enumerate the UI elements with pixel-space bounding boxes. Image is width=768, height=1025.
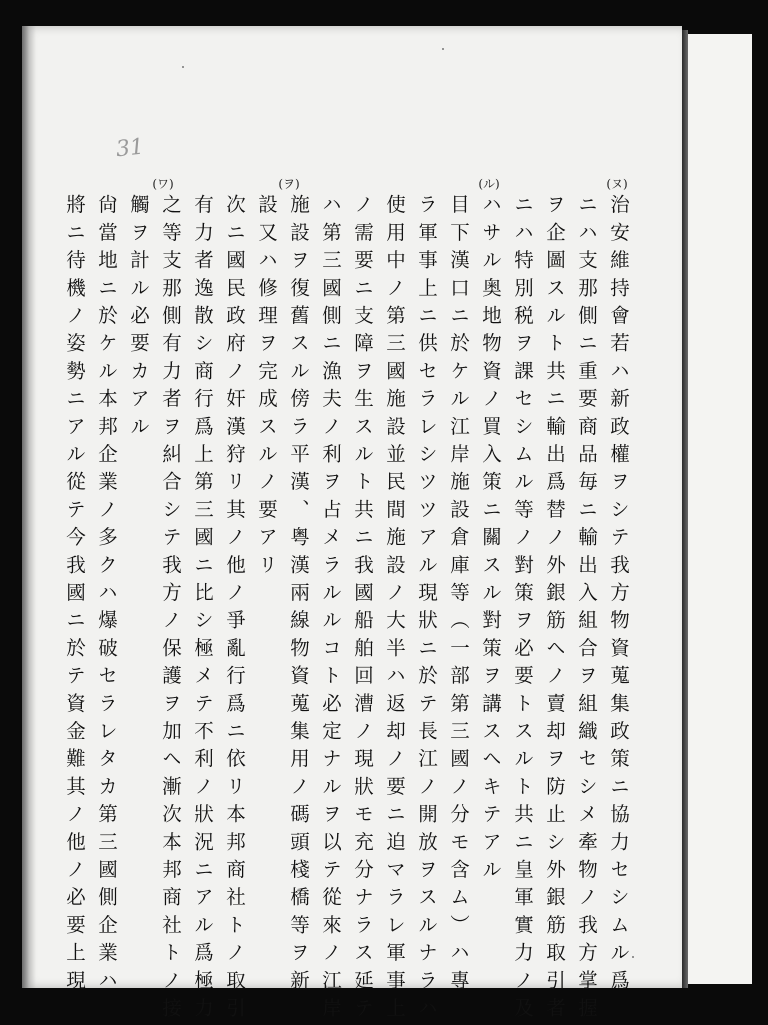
section-marker-ru: (ル) — [478, 177, 500, 191]
text-column: ハ第三國側ニ漁夫ノ利ヲ占メラルルコト必定ナルヲ以テ從來ノ江岸 — [319, 194, 342, 1025]
book-page — [22, 26, 682, 1025]
section-marker-wa: (ワ) — [152, 177, 174, 191]
text-column: ヲ企圖スルト共ニ輸出爲替ノ外銀筋ヘノ賣却ヲ防止シ外銀筋取引者 — [543, 194, 566, 1025]
text-column: 次ニ國民政府ノ奸漢狩リ其ノ他ノ爭亂行爲ニ依リ本邦商社トノ取引 — [223, 194, 246, 1025]
paper-speck — [632, 956, 634, 958]
text-column: ハサル奥地物資ノ買入策ニ關スル對策ヲ講スヘキテアル — [479, 194, 502, 887]
text-column: 設又ハ修理ヲ完成スルノ要アリ — [255, 194, 278, 582]
text-column: 尙當地ニ於ケル本邦企業ノ多クハ爆破セラレタカ第三國側企業ハ — [95, 194, 118, 998]
text-column: 將ニ待機ノ姿勢ニアル從テ今我國ニ於テ資金難其ノ他ノ必要上現 — [63, 194, 86, 998]
page-number: 31 — [114, 134, 146, 163]
text-column: 觸ヲ計ル必要カアル — [127, 194, 150, 444]
text-column: ノ需要ニ支障ヲ生スルト共ニ我國船舶回漕ノ現狀モ充分ナラス延テ — [351, 194, 374, 1025]
text-column: 目下漢口ニ於ケル江岸施設倉庫等（一部第三國ノ分モ含ム）ハ專 — [447, 194, 470, 998]
paper-speck — [442, 48, 444, 50]
text-column: ニハ特別税ヲ課セシムル等ノ對策ヲ必要トスルト共ニ皇軍實力ノ及 — [511, 194, 534, 1025]
section-marker-nu: (ヌ) — [606, 177, 628, 191]
text-column: ラ軍事上ニ供セラレシツツアル現狀ニ於テ長江ノ開放ヲスルナラハ — [415, 194, 438, 1025]
text-column: 有力者逸散シ商行爲上第三國ニ比シ極メテ不利ノ狀況ニアル爲極力 — [191, 194, 214, 1025]
paper-speck — [182, 66, 184, 68]
text-column: ニハ支那側ニ重要商品毎ニ輸出入組合ヲ組織セシメ牽物ノ我方掌握 — [575, 194, 598, 1025]
text-column: 治安維持會若ハ新政權ヲシテ我方物資蒐集政策ニ協力セシムル爲 — [607, 194, 630, 998]
text-column: 之等支那側有力者ヲ糾合シテ我方ノ保護ヲ加ヘ漸次本邦商社トノ接 — [159, 194, 182, 1025]
text-column: 使用中ノ第三國施設並民間施設ノ大半ハ返却ノ要ニ迫マラレ軍事上 — [383, 194, 406, 1025]
text-column: 施設ヲ復舊スル傍ラ平漢、粤漢兩線物資蒐集用ノ碼頭棧橋等ヲ新 — [287, 194, 310, 998]
section-marker-wo: (ヲ) — [278, 177, 300, 191]
facing-page-edge — [688, 34, 752, 984]
